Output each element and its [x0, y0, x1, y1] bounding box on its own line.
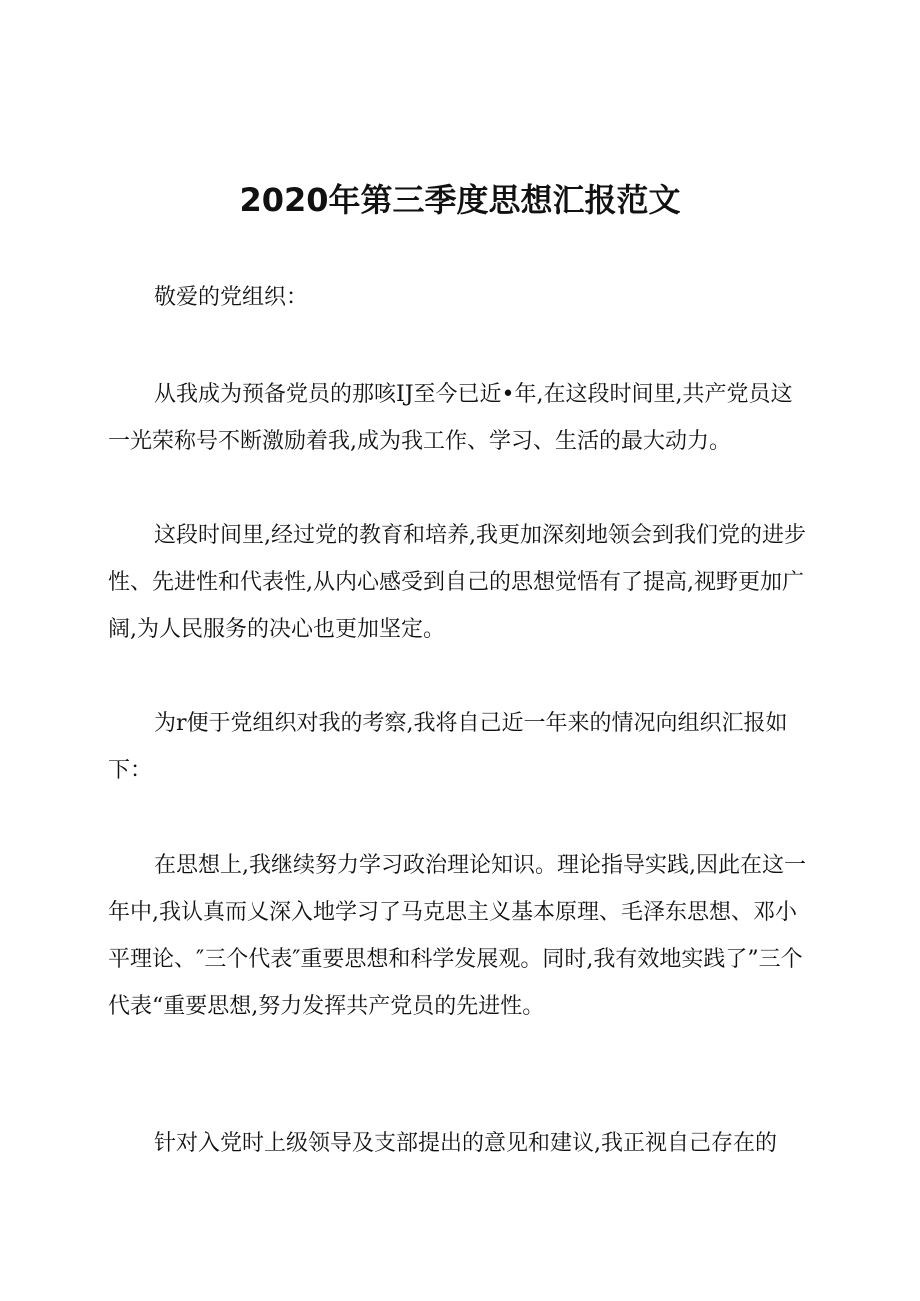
paragraph-4: 在思想上,我继续努力学习政治理论知识。理论指导实践,因此在这一年中,我认真而乂深入地学习了马克思主义基本原理、毛泽东思想、邓小平理论、″三个代表″重要思想和科学发展观。同时,我有效地实践了”三个代表“重要思想,努力发挥共产党员的先进性。 [108, 853, 806, 1019]
paragraph-3: 为r便于党组织对我的考察,我将自己近一年来的情况向组织汇报如下： [108, 711, 788, 783]
paragraph-1: 从我成为预备党员的那咳IJ至今已近•年,在这段时间里,共产党员这一光荣称号不断激励着我,成为我工作、学习、生活的最大动力。 [108, 382, 793, 454]
salutation: 敬爱的党组织： [154, 285, 309, 310]
document-title: 2020年第三季度思想汇报范文 [239, 181, 681, 219]
paragraph-5: 针对入党时上级领导及支部提出的意见和建议,我正视自己存在的 [154, 1131, 777, 1156]
paragraph-2: 这段时间里,经过党的教育和培养,我更加深刻地领会到我们党的进步性、先进性和代表性,从内心感受到自己的思想觉悟有了提高,视野更加广阔,为人民服务的决心也更加坚定。 [108, 523, 806, 642]
